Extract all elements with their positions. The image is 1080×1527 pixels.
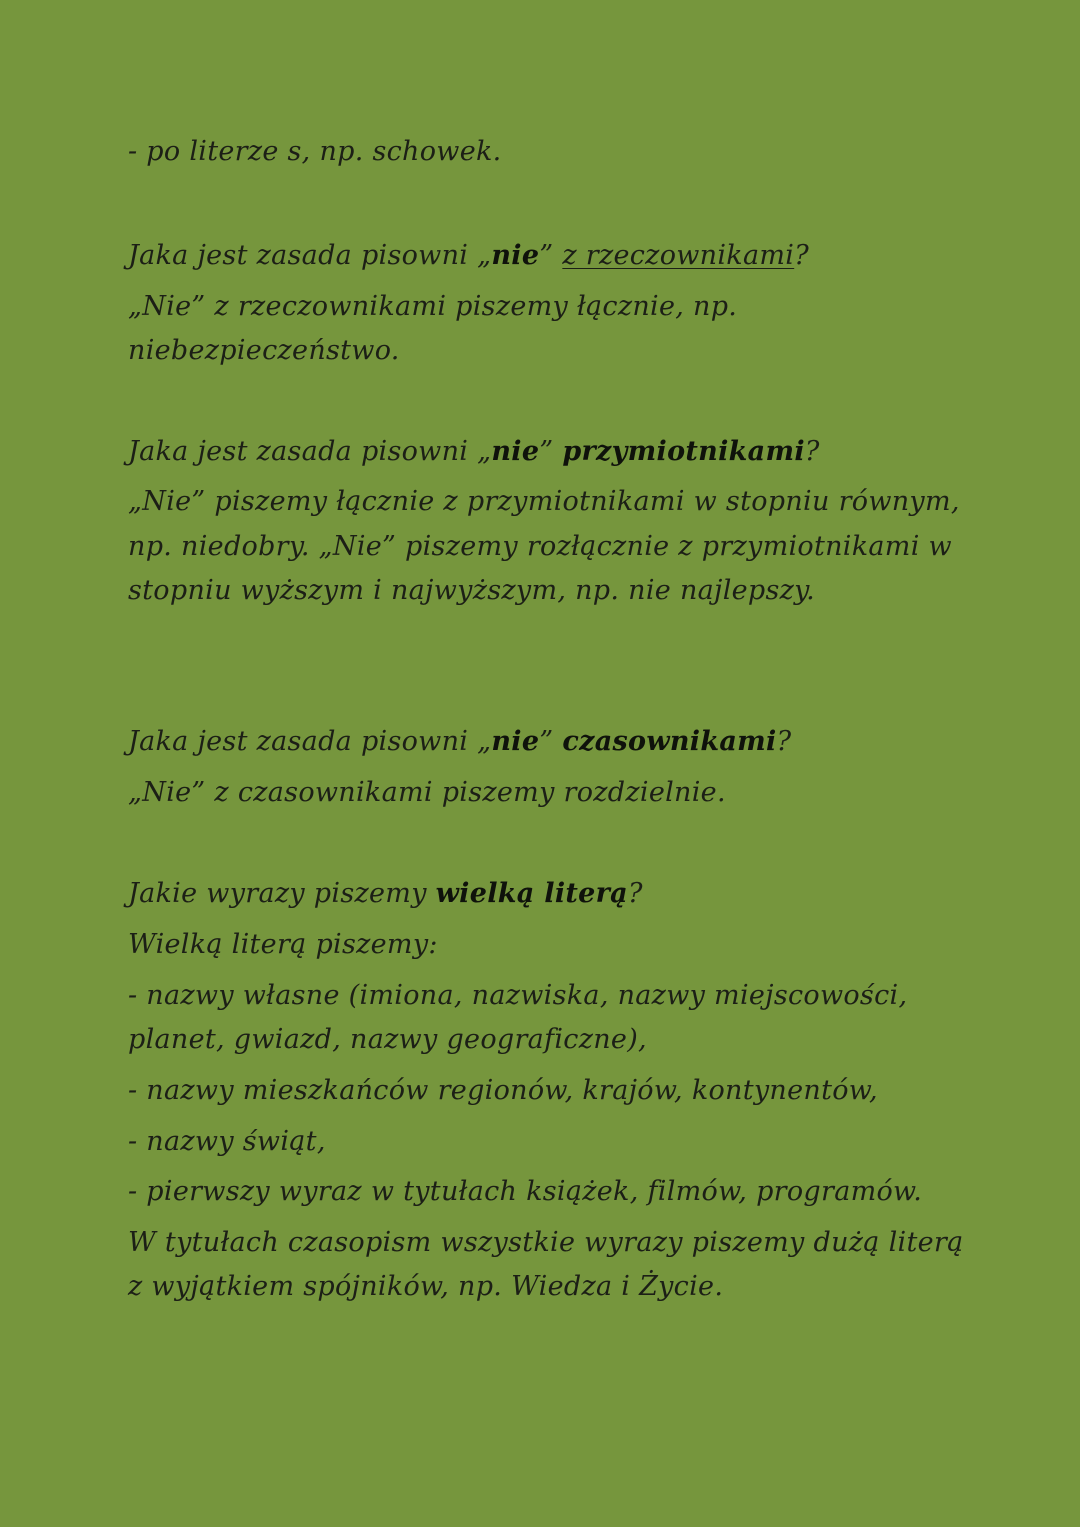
list-item: - nazwy własne (imiona, nazwiska, nazwy miejscowości, — [128, 980, 908, 1011]
question-mark: ? — [804, 436, 820, 467]
question-mark: ? — [627, 878, 643, 909]
keyword-nie: nie — [491, 726, 540, 757]
keyword-nie: nie — [491, 240, 540, 271]
question-mark: ? — [794, 240, 809, 271]
note-line: W tytułach czasopism wszystkie wyrazy piszemy dużą literą — [128, 1227, 964, 1258]
list-item: - pierwszy wyraz w tytułach książek, filmów, programów. — [128, 1176, 923, 1207]
question-text: ” — [539, 436, 563, 467]
question-text: ” — [539, 240, 563, 271]
topic-bold: przymiotnikami — [562, 436, 805, 467]
note-line: z wyjątkiem spójników, np. Wiedza i Życie. — [128, 1271, 724, 1302]
answer-line: „Nie” piszemy łącznie z przymiotnikami w stopniu równym, — [128, 486, 960, 517]
answer-line: np. niedobry. „Nie” piszemy rozłącznie z przymiotnikami w — [128, 531, 952, 562]
keyword-nie: nie — [491, 436, 540, 467]
answer-line: „Nie” z rzeczownikami piszemy łącznie, np. — [128, 291, 738, 322]
intro-line: - po literze s, np. schowek. — [128, 136, 502, 167]
question-verbs — [128, 726, 791, 758]
list-item: - nazwy mieszkańców regionów, krajów, kontynentów, — [128, 1075, 878, 1106]
question-text: Jaka jest zasada pisowni „ — [128, 436, 492, 467]
question-nouns — [128, 240, 809, 272]
topic-bold: wielką literą — [435, 878, 628, 909]
question-capitals — [128, 878, 643, 910]
question-text: Jakie wyrazy piszemy — [128, 878, 436, 909]
question-mark: ? — [776, 726, 792, 757]
question-text: Jaka jest zasada pisowni „ — [128, 240, 492, 271]
list-item: planet, gwiazd, nazwy geograficzne), — [128, 1024, 647, 1055]
question-adjectives — [128, 436, 820, 468]
lead-line: Wielką literą piszemy: — [128, 929, 438, 960]
list-item: - nazwy świąt, — [128, 1126, 326, 1157]
topic-bold: czasownikami — [562, 726, 777, 757]
question-text: ” — [539, 726, 563, 757]
answer-line: stopniu wyższym i najwyższym, np. nie najlepszy. — [128, 575, 816, 606]
topic-underlined: z rzeczownikami — [562, 240, 795, 271]
question-text: Jaka jest zasada pisowni „ — [128, 726, 492, 757]
answer-line: niebezpieczeństwo. — [128, 335, 400, 366]
answer-line: „Nie” z czasownikami piszemy rozdzielnie. — [128, 777, 726, 808]
